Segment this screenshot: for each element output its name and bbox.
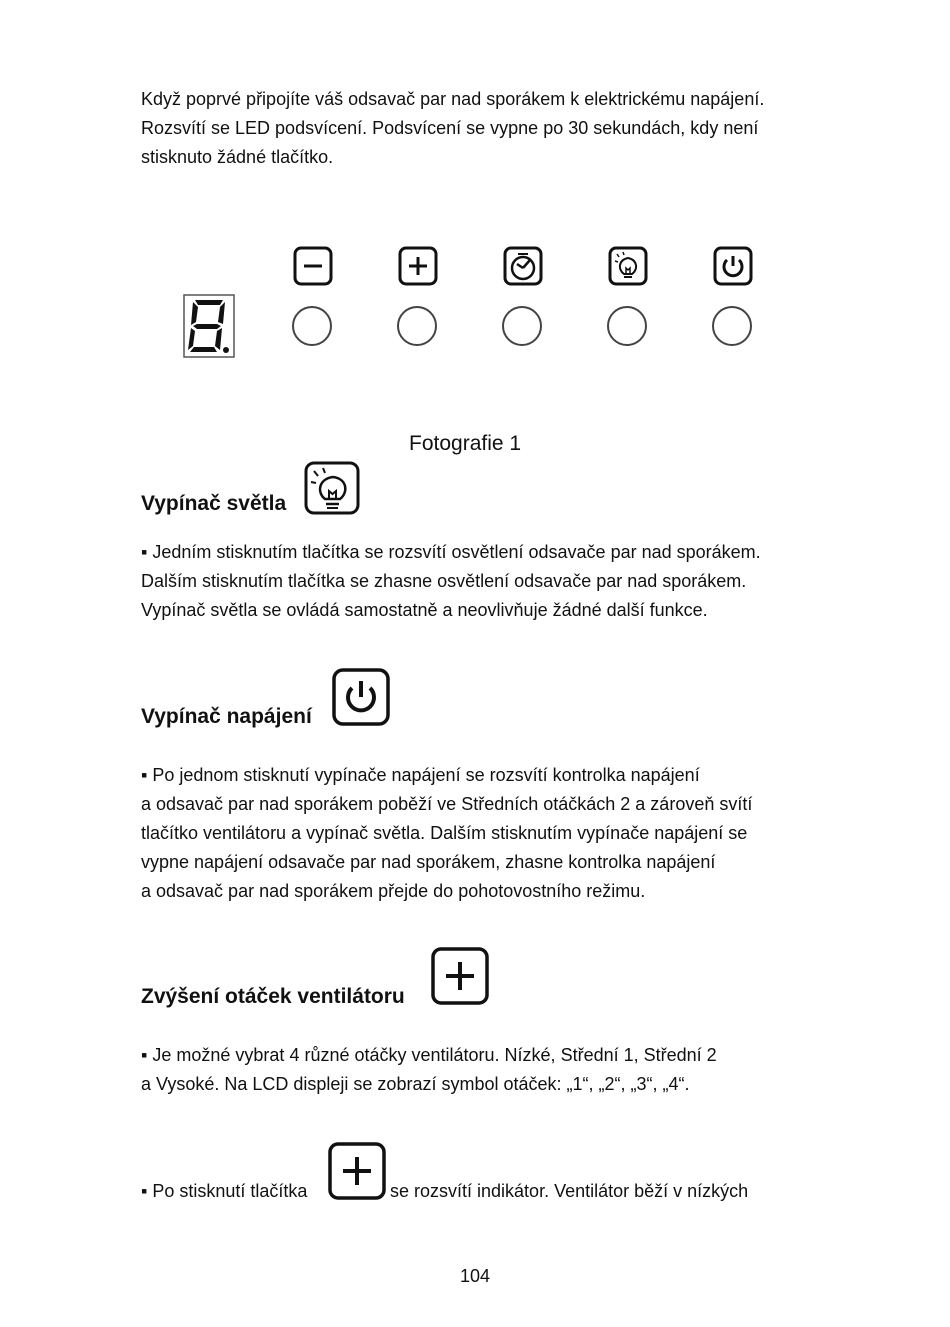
paragraph-line: ▪ Po jednom stisknutí vypínače napájení se rozsvítí kontrolka napájení bbox=[141, 765, 700, 785]
plus-icon bbox=[328, 1142, 386, 1200]
paragraph-line: a Vysoké. Na LCD displeji se zobrazí symbol otáček: „1“, „2“, „3“, „4“. bbox=[141, 1074, 690, 1094]
intro-line: Rozsvítí se LED podsvícení. Podsvícení se vypne po 30 sekundách, kdy není bbox=[141, 118, 759, 138]
fan-speed-up-heading: Zvýšení otáček ventilátoru bbox=[141, 985, 405, 1008]
press-text-before: ▪ Po stisknutí tlačítka bbox=[141, 1181, 308, 1201]
light-button-circle[interactable] bbox=[607, 306, 647, 346]
paragraph-line: Dalším stisknutím tlačítka se zhasne osvětlení odsavače par nad sporákem. bbox=[141, 571, 747, 591]
power-icon bbox=[332, 668, 390, 726]
photo-caption: Fotografie 1 bbox=[409, 432, 522, 455]
seven-segment-display-icon bbox=[183, 294, 235, 358]
paragraph-line: ▪ Jedním stisknutím tlačítka se rozsvítí osvětlení odsavače par nad sporákem. bbox=[141, 542, 761, 562]
timer-icon bbox=[503, 246, 543, 286]
paragraph-line: tlačítko ventilátoru a vypínač světla. Dalším stisknutím vypínače napájení se bbox=[141, 823, 748, 843]
power-switch-paragraph bbox=[141, 761, 841, 906]
plus-button-circle[interactable] bbox=[397, 306, 437, 346]
paragraph-line: a odsavač par nad sporákem přejde do pohotovostního režimu. bbox=[141, 881, 646, 901]
paragraph-line: vypne napájení odsavače par nad sporákem, zhasne kontrolka napájení bbox=[141, 852, 716, 872]
plus-icon bbox=[398, 246, 438, 286]
light-icon bbox=[608, 246, 648, 286]
paragraph-line: a odsavač par nad sporákem poběží ve Středních otáčkách 2 a zároveň svítí bbox=[141, 794, 753, 814]
paragraph-line: Vypínač světla se ovládá samostatně a neovlivňuje žádné další funkce. bbox=[141, 600, 708, 620]
paragraph-line: ▪ Je možné vybrat 4 různé otáčky ventilátoru. Nízké, Střední 1, Střední 2 bbox=[141, 1045, 717, 1065]
page-number: 104 bbox=[459, 1266, 491, 1286]
power-switch-heading: Vypínač napájení bbox=[141, 705, 312, 728]
fan-speed-paragraph bbox=[141, 1041, 841, 1099]
intro-line: Když poprvé připojíte váš odsavač par nad sporákem k elektrickému napájení. bbox=[141, 89, 765, 109]
power-icon bbox=[713, 246, 753, 286]
press-button-line-end bbox=[390, 1177, 810, 1206]
intro-paragraph bbox=[141, 85, 841, 172]
power-button-circle[interactable] bbox=[712, 306, 752, 346]
intro-line: stisknuto žádné tlačítko. bbox=[141, 147, 334, 167]
plus-icon bbox=[431, 947, 489, 1005]
minus-button-circle[interactable] bbox=[292, 306, 332, 346]
light-icon bbox=[304, 461, 360, 515]
timer-button-circle[interactable] bbox=[502, 306, 542, 346]
light-switch-heading: Vypínač světla bbox=[141, 492, 287, 515]
minus-icon bbox=[293, 246, 333, 286]
press-text-after: se rozsvítí indikátor. Ventilátor běží v nízkých bbox=[390, 1181, 749, 1201]
light-switch-paragraph bbox=[141, 538, 841, 625]
